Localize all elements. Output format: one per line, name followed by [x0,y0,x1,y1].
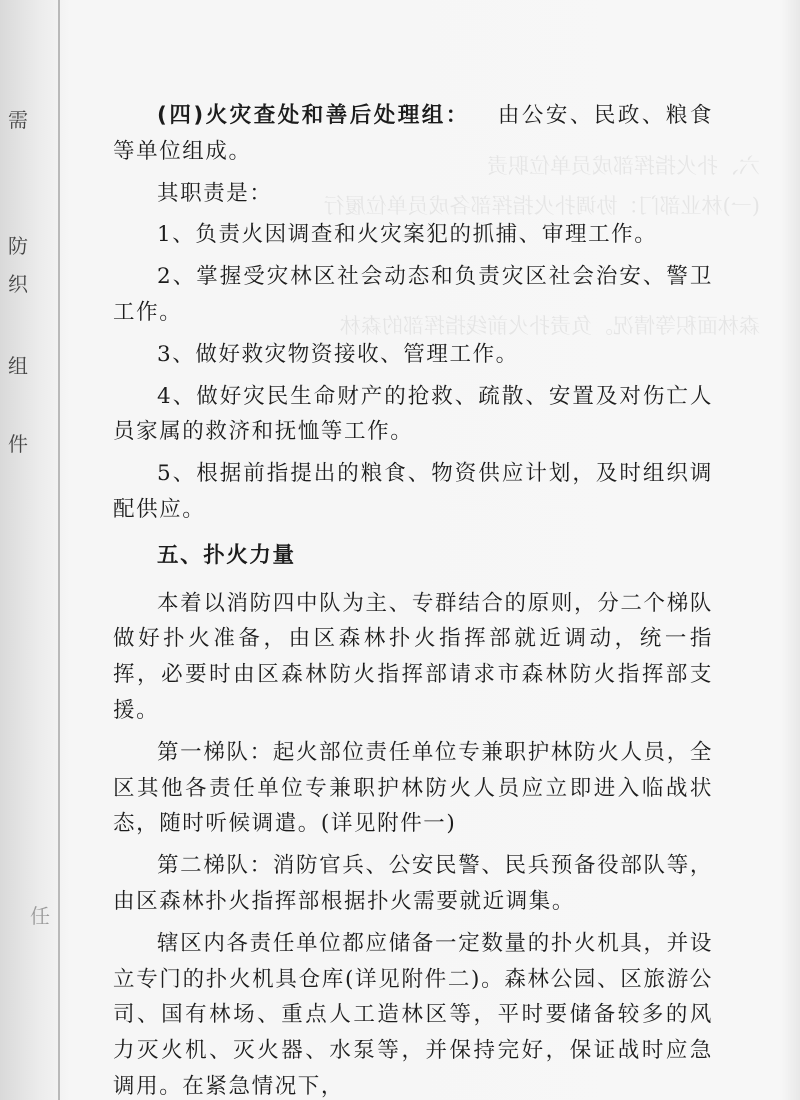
bleed-through-text: (一)林业部门：协调扑火指挥部各成员单位履行 [323,194,760,218]
binding-edge [58,0,60,1100]
bleed-through-text: 六、扑火指挥部成员单位职责 [487,154,760,178]
duty-item: 4、做好灾民生命财产的抢救、疏散、安置及对伤亡人员家属的救济和抚恤等工作。 [113,383,713,445]
margin-fragment: 组 [8,354,28,378]
margin-fragment: 防 [8,234,28,258]
margin-fragment: 织 [8,272,28,296]
group-title: (四)火灾查处和善后处理组： [157,103,470,128]
document-body [113,98,713,1100]
group-description: 由公安、民政、粮食等单位组成。 [113,103,713,164]
group-paragraph [113,98,713,170]
margin-fragment: 任 [30,904,50,928]
body-paragraph: 本着以消防四中队为主、专群结合的原则，分二个梯队做好扑火准备，由区森林扑火指挥部就近调动，统一指挥，必要时由区森林防火指挥部请求市森林防火指挥部支援。 [113,590,713,723]
duties-intro: 其职责是： [157,180,273,206]
bleed-through-text: 森林面积等情况。负责扑火前线指挥部的森林 [340,314,760,338]
margin-fragment: 件 [8,432,28,456]
body-paragraph: 第二梯队：消防官兵、公安民警、民兵预备役部队等，由区森林扑火指挥部根据扑火需要就近调集。 [113,853,713,914]
duty-item: 1、负责火因调查和火灾案犯的抓捕、审理工作。 [157,222,658,248]
section-heading: 五、扑火力量 [157,542,296,568]
duty-item: 3、做好救灾物资接收、管理工作。 [157,341,519,367]
duty-item: 2、掌握受灾林区社会动态和负责灾区社会治安、警卫工作。 [113,264,713,325]
margin-fragment: 需 [8,108,28,132]
duty-item: 5、根据前指提出的粮食、物资供应计划，及时组织调配供应。 [113,461,713,522]
body-paragraph: 辖区内各责任单位都应储备一定数量的扑火机具，并设立专门的扑火机具仓库(详见附件二)。森林公园、区旅游公司、国有林场、重点人工造林区等，平时要储备较多的风力灭火机、灭火器、水泵等，并保持完好，保证战时应急调用。在紧急情况下， [113,930,713,1099]
body-paragraph: 第一梯队：起火部位责任单位专兼职护林防火人员，全区其他各责任单位专兼职护林防火人员应立即进入临战状态，随时听候调遣。(详见附件一) [113,739,713,837]
